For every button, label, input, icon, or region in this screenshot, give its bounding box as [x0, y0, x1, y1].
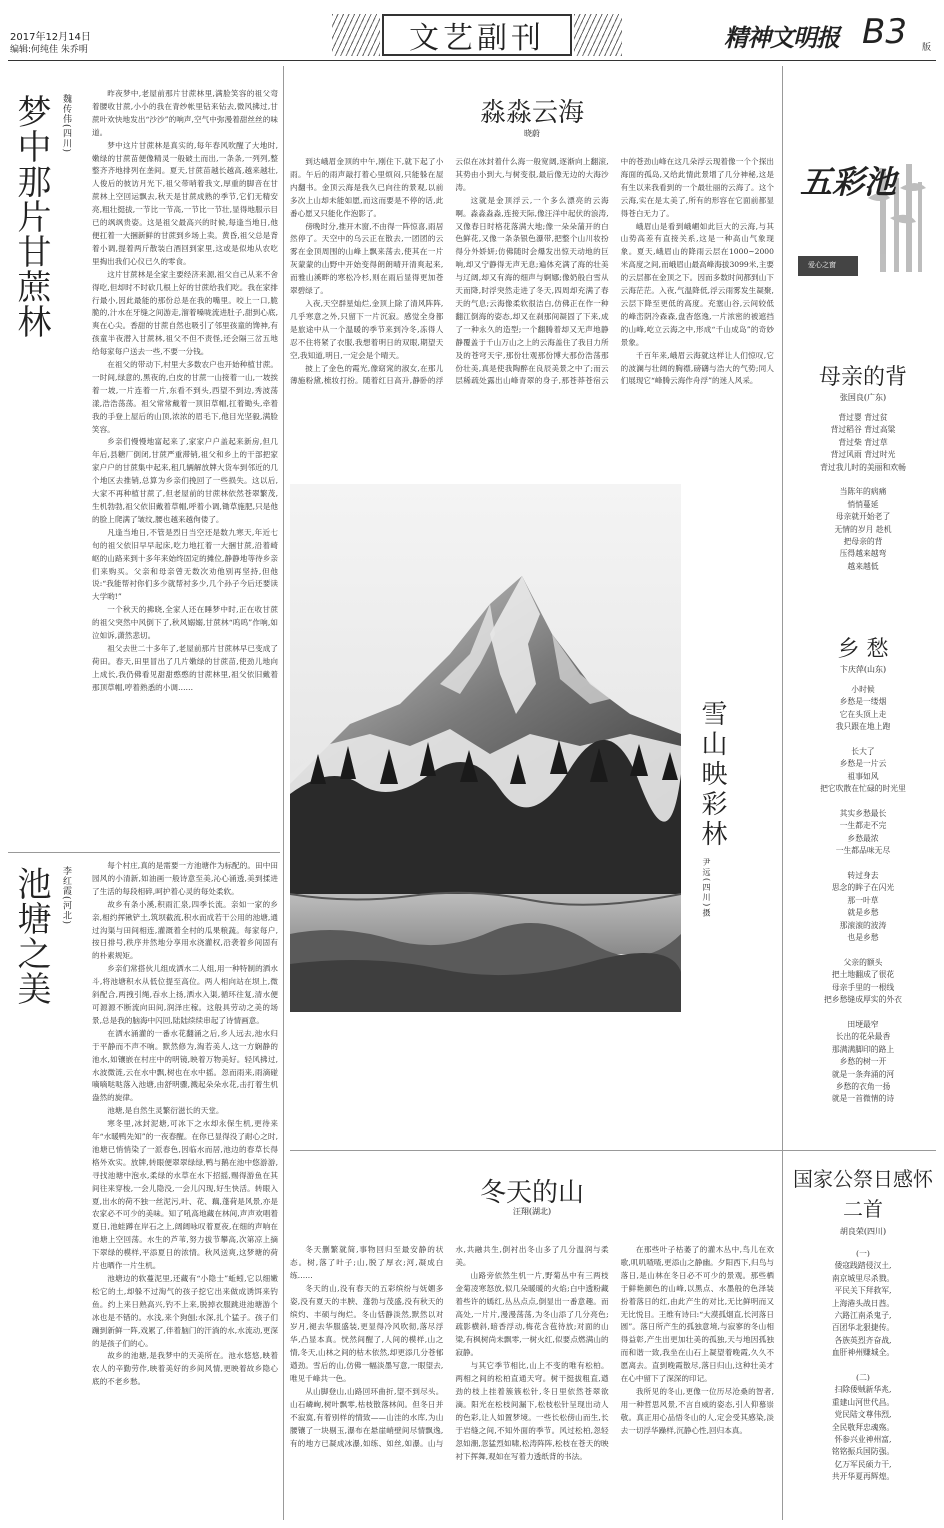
poem-line: 无情的岁月 趁机: [834, 524, 892, 534]
paragraph: 乡亲们慢慢地富起来了,家家户户盖起来新房,但几年后,县糖厂倒闭,甘蔗严重滞销,祖父和乡上的干部把家家户户的甘蔗集中起来,租几辆解放牌大货车到邻近的几个地区去推销,总算为乡亲们挽回了一些损失。这以后,大家不再种植甘蔗了,但老屋前的甘蔗林依然苍翠繁茂,生机勃勃,祖父依旧戴着草帽,呼着小调,锄草施肥,只是他的脸上爬满了皱纹,腰也越来越佝偻了。: [92, 437, 278, 524]
poem-line: 把它吹散在忙碌的时光里: [820, 784, 906, 794]
poem-line: 田埂最窄: [847, 1019, 879, 1029]
poem-line: 全民敬拜忠魂殇。: [831, 1422, 895, 1432]
poem-line: 乡愁最浓: [847, 833, 879, 843]
paragraph: 昨夜梦中,老屋前那片甘蔗林里,满脸笑容的祖父弯着腰收甘蔗,小小的我在青纱帐里钻来钻去,微风拂过,甘蔗叶欢快地发出“沙沙”的响声,空气中弥漫着甜丝丝的味道。: [92, 89, 278, 137]
poem-line: 乡愁的树一开: [839, 1057, 887, 1067]
paragraph: 千百年来,峨眉云海就这样让人们惊叹,它的波澜与壮阔的胸襟,磅礴与浩大的气势;同人们展现它“峰腾云海作舟浮”的迷人风采。: [620, 350, 774, 386]
header-ornament-right: [574, 14, 622, 56]
article-author-sugarcane: 魏传伟(四川): [61, 94, 71, 154]
poem-title-festival: 国家公祭日感怀二首: [793, 1167, 933, 1221]
column-rule: [782, 66, 783, 1520]
section-divider: [8, 852, 280, 853]
section-divider: [290, 1150, 936, 1151]
paragraph: 每个村庄,真的是需要一方池塘作为标配的。田中田园风的小清新,如油画一般诗意至美,沁心涌透,美到揉进了生活的每段相碎,呵护着心灵的每处柔软。: [92, 861, 278, 896]
paragraph: 傍晚时分,推开木窗,不由得一阵惊喜,雨居然停了。天空中的乌云正在散去,一团团的云雾在金顶周围的山峰上飘来荡去,使其在一片灰蒙蒙的山野中开始变得朗朗晴开清爽起来,而雅山溪畔的寒松冷杉,则在雨后显得更加苍翠碧绿了。: [290, 221, 444, 296]
header-ornament-left: [332, 14, 380, 56]
poem-line: 那一叶草: [847, 895, 879, 905]
poem-title-mother: 母亲的背: [818, 365, 907, 390]
poem-line: 压得越来越弯: [839, 549, 887, 559]
column-logo: [790, 158, 930, 282]
paragraph: 这就是金顶浮云,一个多么漂亮的云海啊。淼淼淼淼,连接天际,像汪洋中起伏的浪涛,又像春日时格花落满大地;像一朵朵蒲开的白色鲜花,又像一条条银色瀑带,把整个山川妆扮得分外娇妍;仿佛随时会爆发出惊天动地的巨响,却又宁静得无声无息;遍体充满了海的壮美与辽阔,却又有海的细声与婀娜;像奶般白雪从天而降,时浮突然走进了冬天,四周却充满了春天的气息;云海像柔软很洁白,仿佛正在作一种翻江倒海的姿态,却又在刹那间凝固了下来,成了一种永久的造型;一个翻腾着却又无声地静静覆盖于千山万山之上的云海盖住了我目力所及的苍穹天宇,那份壮观那份博大那份浩荡那份壮美,真是使我陶醉在良辰美景之中了;而云层稀疏处露出山峰青翠的身子,那苍莽苍宿云中的苍劲山峰在这几朵浮云现着像一个个探出海面的孤岛,又给此情此景增了几分神秘,这是有生以来我看到的一个最壮丽的云海了。这个云海,实在是太美了,所有的形容在它面前都显得苍白无力了。: [455, 157, 774, 386]
poem-line: 背过我儿时的美丽和欢畅: [820, 462, 906, 472]
mountain-illustration: [290, 484, 681, 1012]
poem-line: 把母亲的背: [843, 537, 883, 547]
poem-body-mother: [790, 412, 936, 573]
poem-line: 它在头顶上走: [839, 709, 887, 719]
paragraph: 池塘边的软蔓泥里,还藏有“小隐士”蚯蚓,它以细嫩松它的土,却躲不过淘气的孩子挖它出来做成诱饵来钓鱼。约上来日熟高兴,钓不上来,脱掉衣服跳进池塘游个冰也是不错的。水浅,来个狗刨;水深,扎个猛子。孩子们蹦到新鲜一阵,戏累了,伴着脑门的汗淌的水,水流动,更深的是孩子们的心。: [92, 1274, 278, 1348]
poem-line: 乡愁是一片云: [839, 759, 887, 769]
paragraph: 山路旁依然生机一片,野菊丛中有三两枝金菊凌寒怒放,似几朵暖暖的火焰;白中透粉藏着些许的嫣红,丛丛点点,倒显出一番意趣。而高处,一片片,漫漫荡荡,为冬山添了几分亮色;疏影横斜,暗香浮动,梅花含苞待放;对面的山梁,有枫树尚未飘零,一树火红,似要点燃满山的寂静。: [455, 1270, 609, 1358]
poem-line: 母亲就开始老了: [835, 512, 891, 522]
poem-line: 各族英烈齐奋战,: [834, 1335, 892, 1345]
poem-line: 南京城里尽杀戮。: [831, 1273, 895, 1283]
poem-line: 一生都品味无尽: [835, 846, 891, 856]
photo-title: 雪山映彩林: [697, 700, 727, 850]
poem-line: 一生都走不完: [839, 821, 887, 831]
paragraph: 冬天删繁就简,事物回归至最安静的状态。树,落了叶子;山,脱了厚衣;河,凝成白练……: [290, 1245, 444, 1280]
poem-line: 扫除倭贼新华兆,: [834, 1385, 892, 1395]
paragraph: 故乡有条小溪,积雨汇泉,四季长流。亲如一家的乡亲,相约挥锹铲土,筑坝截流,积水而成若干公用的池塘,通过沟渠与田间相连,灌溉着全村的瓜果粮蔬。每家每户,按日排号,秩序井然地分享用水浇灌权,沿袭着乡间固有的朴素规矩。: [92, 899, 278, 961]
poem-author-festival: 胡良荣(四川): [839, 1227, 887, 1236]
paragraph: 寒冬里,冰封泥塘,可冰下之水却永保生机,更待来年“水暖鸭先知”的一夜春醒。在你已显得没了耐心之时,池塘已悄悄染了一派春色,因临水而居,池边的春草长得格外欢实。放牌,转眼便翠翠绿绿,鸭与鹅在池中悠游游,寻找池塘中泡水,柔绿的水草在水下招摇,赐得游鱼在其间往来穿梭,一会儿隐没,一会儿闪现,好生快活。转眼入夏,出水的荷不独一丝泥污,叶、花、藕,蓬荷是风景,亦是农家必不可少的美味。知了吼高地藏在林间,声声欢唱着夏日,池蛙蹲在岸石之上,阔阔咏叹着夏夜,在细的声响在池塘上空回荡。水生的芦苇,努力拔节攀高,次第凉上摘下翠绿的模样,平添夏日的浓情。秋风送爽,这梦塘的荷片也晒作一片生机。: [92, 1119, 278, 1271]
poem-line: 母亲手里的一根线: [831, 982, 895, 992]
issue-date: 2017年12月14日: [10, 32, 91, 43]
poem-line: 乡愁是一缕烟: [839, 697, 887, 707]
poem-line: 悄悄蔓延: [847, 499, 879, 509]
poem-line: 党民陆文尊伟烈,: [834, 1410, 892, 1420]
photo-credit: 尹远(四川)摄: [702, 858, 711, 919]
poem-line: 平民关下拜救军,: [834, 1286, 892, 1296]
poem-line: 当陈年的病痛: [839, 487, 887, 497]
poem-line: 祖事如风: [847, 771, 879, 781]
poem-line: 就是乡愁: [847, 908, 879, 918]
editor-credit: 编辑:何纯佳 朱乔明: [10, 45, 88, 55]
poem-line: 共开华夏再辉煌。: [831, 1472, 895, 1482]
paragraph: 在那些叶子枯萎了的灌木丛中,鸟儿在欢歌,叽叽喳喳,更添山之静幽。夕阳西下,归鸟与落日,是山林在冬日必不可少的景观。那些栖于鲜艳颜色的山峰,以黑点、水墨般的色泽装扮着落日的红,由此产生的对比,无比鲜明而又无比悦目。王维有诗曰:“大漠孤烟直,长河落日圆”。落日所产生的孤独意境,与寂寥的冬山相得益彰,产生出更加壮美的孤独,天与地因孤独而和谐一致,我坐在山石上凝望着晚霞,久久不愿离去。直到晚霞散尽,落日归山,这种壮美才在心中留下了深深的印记。: [620, 1245, 774, 1384]
poem-line: 上海港头战日酋。: [831, 1298, 895, 1308]
poem-line: 思念的眸子在闪光: [831, 883, 895, 893]
poem-line: 那滚滚的波涛: [839, 920, 887, 930]
poem-line: 把土地翻成了很花: [831, 970, 895, 980]
poem-line: 六路江南杀鬼子,: [834, 1311, 892, 1321]
article-body-pond: [92, 860, 278, 1520]
paragraph: 池塘,是自然生灵繁衍滋长的天堂。: [107, 1106, 224, 1116]
paragraph: 祖父去世二十多年了,老屋前那片甘蔗林早已变成了荷田。春天,田里冒出了几片嫩绿的甘蔗苗,使劲儿地向上成长,我仍佛看见甜甜憨憨的甘蔗林里,祖父依旧戴着那顶草帽,哼着熟悉的小调……: [92, 643, 278, 692]
poem-line: 重建山河世代昌。: [831, 1397, 895, 1407]
poem-line: 倭寇践踏侵汉土,: [834, 1261, 892, 1271]
section-title: 文艺副刊: [409, 21, 545, 56]
paragraph: 峨眉山是看到峨嵋如此巨大的云海,与其山势高差有直接关系,这是一种高山气象现象。夏天,峨眉山的降雨云层在1000~2000米高度之间,而峨眉山最高峰海拔3099米,主要的云层都在金顶之下。因而多数时间都到山下云海茫茫。入夜,气温降低,浮云雨雾发生凝聚,云层下降至更低的高度。充塞山谷,云间较低的峰峦阴冷森森,盘杳悠逸,一片浓密的被遮挡的山峰,屹立云海之中,形成“千山成岛”的奇妙景象。: [620, 221, 774, 347]
article-author-winter: 汪翔(湖北): [512, 1207, 552, 1216]
poem-line: 背过稻谷 背过高粱: [830, 425, 896, 435]
paragraph: 披上了金色的霞光,像窈窕的淑女,在那儿薄施粉黛,梳妆打扮。随着红日高升,静卧的浮云似在冰封着什么海一般宽阔,逐渐向上翻滚,其势由小到大,与树变很,最后像无边的大海沙涛。: [290, 157, 609, 386]
article-body-cloud: [290, 156, 774, 476]
poem-line: 越来越低: [847, 561, 879, 571]
article-author-cloud: 晓蔚: [524, 129, 540, 138]
poem-line: 乡愁的衣角一扬: [835, 1081, 891, 1091]
article-title-winter: 冬天的山: [479, 1178, 584, 1208]
poem-line: 背过风雨 背过时光: [830, 450, 896, 460]
poem-author-nostalgia: 卞庆萍(山东): [839, 665, 887, 674]
article-body-sugarcane: [92, 88, 278, 848]
article-title-pond: 池塘之美: [11, 866, 51, 1006]
paragraph: 冬天的山,没有春天的五彩缤纷与妩媚多姿,没有夏天的丰腴、蓬勃与茂盛,没有秋天的缤灼、丰硕与绚烂。冬山恬静淡然,默然以对岁月,褪去华服盛装,更显得冷风吹彻,落尽浮华,凸显本真。恍然间醒了,人间的模样,山之情,冬天,山林之间的枯木依然,却更添几分苍郁遒劲。雪后的山,仿佛一幅淡墨写意,一眼望去,唯见千峰共一色。: [290, 1283, 444, 1384]
poem-line: 长出的花朵最香: [835, 1032, 891, 1042]
newspaper-name: 精神文明报: [724, 23, 839, 52]
poem-line: 父亲的额头: [843, 957, 883, 967]
poem-line: 亿万军民硕力干,: [834, 1459, 892, 1469]
paragraph: 这片甘蔗林是全家主要经济来源,祖父自己从来不舍得吃,但却时不时砍几根上好的甘蔗给我们吃。我在家排行最小,因此最能的那份总是在我的嘴里。咬上一口,脆脆的,汁水在牙缝之间游走,溜着嗓咙流进肚子,甜到心底,爽在心尖。香甜的甘蔗自然也吸引了邻里孩童的馋神,有孩童半夜潜入甘蔗林,祖父不但不责怪,还会隔三岔五地给每家每户送去一些,不要一分钱。: [92, 269, 278, 357]
poem-body-nostalgia: [790, 684, 936, 1106]
article-author-pond: 李红霞(河北): [61, 866, 71, 926]
edition-number: B3: [862, 12, 907, 52]
page-header: [0, 0, 944, 62]
paragraph: 一个秋天的拂晓,全家人还在睡梦中时,正在收甘蔗的祖父突然中风倒下了,秋风嫋嫋,甘蔗林“呜呜”作响,如泣如诉,潇然悲切。: [92, 605, 278, 641]
poem-line: 就是一条奔涌的河: [831, 1069, 895, 1079]
poem-line: 百团华北狠捷传。: [831, 1323, 895, 1333]
poem-line: 转过身去: [847, 871, 879, 881]
paragraph: 在祖父的带动下,村里大多数农户也开始种植甘蔗。一时间,绿意的,黑夜的,白皮的甘蔗一山接着一山,一坡挨着一坡,一片连着一片,东看不到头,西望不到边,秀波荡漾,浩浩荡荡。祖父常常戴着一顶旧草帽,扛着锄头,牵着我的手登上屋后的山顶,浓浓的眉毛下,他目光坚毅,满脸笑容。: [92, 360, 278, 434]
poem-line: 血肝神州赚城全。: [831, 1348, 895, 1358]
paragraph: 到达峨眉金顶的中午,刚住下,就下起了小雨。午后的雨声敲打着心里烦闷,只能躲在屋内翻书。金顶云海是我久已向往的景观,以前多次上山却未能如愿,而这而要是不停的话,此番心愿又只能化作泡影了。: [290, 157, 444, 218]
article-body-winter: [290, 1244, 774, 1520]
column-rule: [283, 66, 284, 1520]
paragraph: 乡亲们常搭伙儿组成洒水二人组,用一种特制的洒水斗,将池塘积水从低位提至高位。两人相向站在坝上,微斜配合,两拽引绳,吞水上扬,洒水入渠,循环往复,清水便可源源不断流向田间,润泽庄稼。这般具劳动之美的场景,总是我的脑海中闪回,陆陆续续串起了诗情画意。: [92, 964, 278, 1025]
poem-line: 背过婴 背过贫: [838, 413, 888, 422]
paragraph: 凡逢当地日,不管是烈日当空还是数九寒天,年近七旬的祖父依旧早早起床,吃力地扛着一大捆甘蔗,沿着崎岖的山路来到十多年来始终固定的摊位,静静地等待乡亲们来购买。父亲和母亲曾无数次劝他别再坚持,但他说:“我能帮衬你们多少就帮衬多少,几个孙子今后还要读大学哟!”: [92, 527, 278, 602]
paragraph: 在洒水涌灌的一番水花翻涌之后,乡人远去,池水归于平静而不声不响。默然修为,淘若美人,这一方娴静的池水,如镶嵌在村庄中的明镜,映着万物美好。轻风拂过,水波微涟,云在水中飘,树也在水中摇。忽而雨来,雨滴碰嘀嘀哒哒落入池塘,由舒明骤,溅起朵朵水花,击打着生机盎然的旋律。: [92, 1028, 278, 1103]
poem-line: 其实乡愁最长: [839, 809, 887, 819]
poem-number: (一): [856, 1249, 870, 1258]
poem-title-nostalgia: 乡 愁: [837, 637, 889, 662]
paragraph: 入夜,天空群星灿烂,金顶上除了清风阵阵,几乎寒意之外,只留下一片沉寂。感觉全身都是旅途中从一个温暖的季节来到冷冬,冻得人忍不住将紧了衣服,我想着明日的双眼,期望天空,我知道,明日,一定会是个晴天。: [290, 298, 444, 360]
poem-line: 铭铭振兵国防强。: [831, 1447, 895, 1457]
logo-text: 五彩池: [800, 163, 897, 201]
header-rule: [8, 60, 936, 61]
poem-line: 就是一首微情的诗: [831, 1094, 895, 1104]
poem-line: 也是乡愁: [847, 933, 879, 943]
edition-suffix: 版: [922, 43, 932, 53]
poem-line: 背过柴 背过草: [838, 437, 888, 447]
poem-line: 长大了: [851, 747, 875, 757]
poem-number: (二): [856, 1373, 870, 1383]
article-title-cloud: 淼淼云海: [479, 98, 584, 128]
section-title-box: [382, 14, 572, 56]
paragraph: 与其它季节相比,山上不变的唯有松柏。两相之间的松柏直通天穹。树干挺拔粗直,遒劲的枝上挂着簇簇松针,冬日里依然苍翠欲滴。阳光在松枝间漏下,松枝松针呈现出动人的色彩,让人如置梦境。一些长松傍山而生,长于岩缝之间,不知外面的季节。风过松柏,忽轻忽如潮,忽猛烈如啸,松涛阵阵,松枝在苍天的映衬下挥舞,观如在写着力透纸背的书法。: [455, 1361, 609, 1461]
photo-snow-mountain: [290, 484, 681, 1012]
poem-body-festival: [790, 1248, 936, 1484]
paragraph: 我所见的冬山,更像一位历尽沧桑的智者,用一种哲思风景,不言自威的姿态,引人仰慕崇敬。真正用心品悟冬山的人,定会受其感染,淡去一切浮华躁样,沉静心性,回归本真。: [620, 1386, 774, 1435]
paragraph: 从山脚登山,山路回环曲折,望不到尽头。山石嶙峋,树叶飘零,枯枝散落林间。但冬日并不寂寞,有着别样的情致——山洼的水库,为山腰镶了一块剔玉,瀑布在悬崖峭壁间尽情飘逸,有的地方已凝成冰瀑,如练、如丝,如瀑。山与水,共融共生,倒衬出冬山多了几分温润与柔美。: [290, 1245, 609, 1448]
poem-line: 那满满脚印的路上: [831, 1044, 895, 1054]
poem-line: 小时候: [851, 685, 875, 694]
poem-line: 把乡愁缝成厚实的外衣: [824, 995, 902, 1005]
article-title-sugarcane: 梦中那片甘蔗林: [11, 94, 51, 339]
poem-line: 我只跟在地上跑: [835, 722, 891, 732]
paragraph: 故乡的池塘,是我梦中的天美所在。池水悠悠,映着农人的辛勤劳作,映着美好的乡间风情,更映着故乡隐心底的不老乡愁。: [92, 1351, 278, 1387]
logo-subtext: 爱心之窗: [808, 261, 836, 269]
poem-author-mother: 张国良(广东): [839, 393, 887, 402]
paragraph: 梦中这片甘蔗林是真实的,每年春风吹醒了大地时,嫩绿的甘蔗苗便像精灵一般破土而出,一条条,一列列,整整齐齐地排列在垄间。夏天,甘蔗苗越长越高,越来越壮,人俊后的彼访月光下,祖父带哨着我文,厚重的脚音在甘蔗林上空回运飘去,秋天是甘蔗成熟的季节,它们无精安亮,粗壮挺拔,一节比一节高,一节比一节壮,显得地服示目已的飒飒贵姿。这是祖父最高兴的时候,每逢当地日,他便扛着一大捆新鲜的甘蔗到乡场上卖。黄昏,祖父总是背着小调,提着两斤散装白酒回到家里,这或是似地从农吃里掏出我们心仪已久的零食。: [92, 140, 278, 266]
poem-line: 怀参兴业神州富,: [834, 1435, 892, 1445]
